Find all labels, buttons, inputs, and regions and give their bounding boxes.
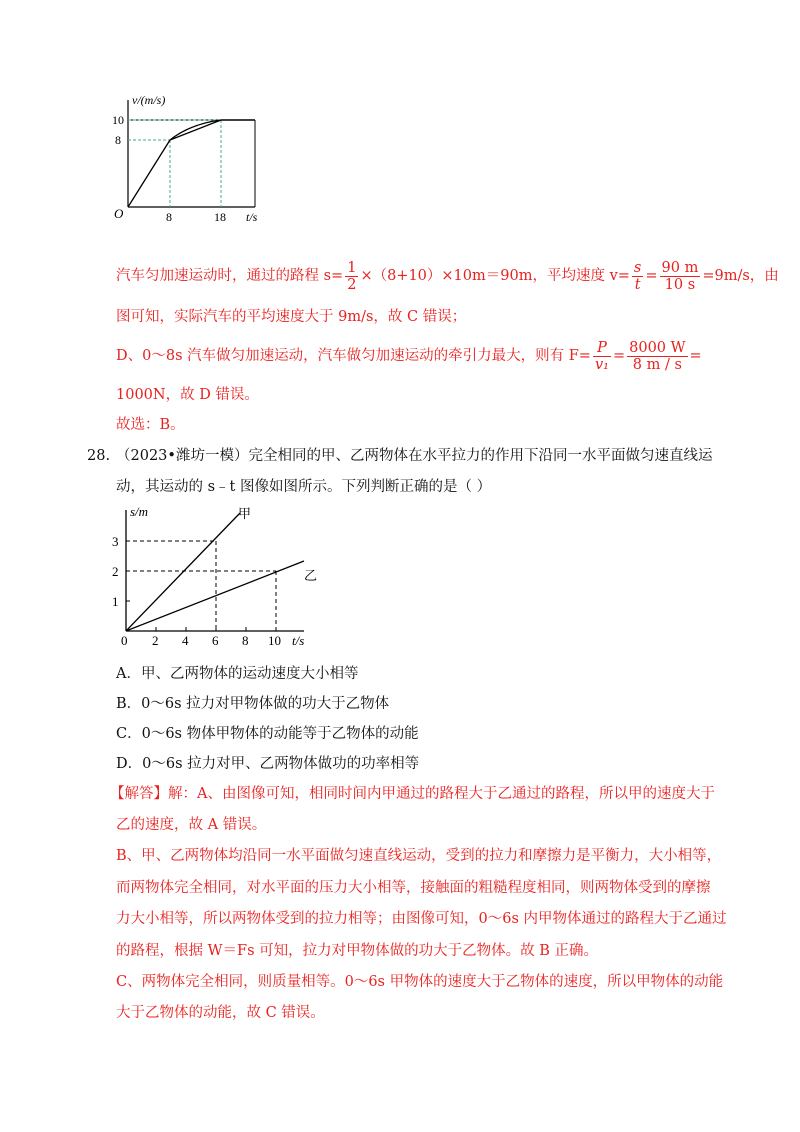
graph2-xtick-8: 8 bbox=[242, 633, 249, 648]
option-c: C．0～6s 物体甲物体的动能等于乙物体的动能 bbox=[116, 726, 419, 742]
graph1-xtick-18: 18 bbox=[214, 210, 226, 224]
fraction-8000w-over-8ms: $\frac{8000 W}{8 m / s}$ bbox=[629, 339, 686, 373]
distance-time-graph bbox=[108, 500, 318, 650]
graph1-xlabel: t/s bbox=[246, 210, 258, 224]
answer-line2: 乙的速度，故 A 错误。 bbox=[116, 817, 267, 833]
graph2-ytick-2: 2 bbox=[112, 564, 119, 579]
sol27-line4: 1000N，故 D 错误。 bbox=[116, 387, 259, 403]
option-a: A．甲、乙两物体的运动速度大小相等 bbox=[116, 666, 359, 682]
graph1-ytick-10: 10 bbox=[112, 113, 124, 127]
graph1-ytick-8: 8 bbox=[115, 133, 121, 147]
answer-line4: 而两物体完全相同，对水平面的压力大小相等，接触面的粗糙程度相同，则两物体受到的摩擦 bbox=[116, 880, 711, 896]
question-number: 28. bbox=[87, 448, 111, 464]
graph2-xtick-0: 0 bbox=[121, 633, 128, 648]
fraction-half: $\frac{1}{2}$ bbox=[347, 259, 357, 293]
graph2-series-jia: 甲 bbox=[238, 507, 252, 522]
graph2-ytick-3: 3 bbox=[112, 534, 119, 549]
sol27-line2: 图可知，实际汽车的平均速度大于 9m/s，故 C 错误； bbox=[116, 309, 467, 325]
option-b: B．0～6s 拉力对甲物体做的功大于乙物体 bbox=[116, 696, 390, 712]
sol27-line5: 故选：B。 bbox=[116, 417, 185, 433]
graph2-xtick-6: 6 bbox=[212, 633, 219, 648]
graph1-origin: O bbox=[114, 206, 124, 221]
graph2-ylabel: s/m bbox=[130, 504, 149, 519]
series-jia-line bbox=[126, 513, 240, 631]
series-yi-line bbox=[126, 561, 304, 631]
question-line1: （2023•潍坊一模）完全相同的甲、乙两物体在水平拉力的作用下沿同一水平面做匀速直线运 bbox=[116, 448, 713, 464]
fraction-90-over-10: $\frac{90 m}{10 s}$ bbox=[661, 259, 699, 293]
sol27-line3: D、0～8s 汽车做匀加速运动，汽车做匀加速运动的牵引力最大，则有 F= $\frac{P}{\text{v₁}}$ = $\frac{8000 W}{8 m / s}$ = bbox=[116, 339, 702, 373]
fraction-s-over-t: $\frac{s}{t}$ bbox=[633, 259, 642, 293]
answer-line8: 大于乙物体的动能，故 C 错误。 bbox=[116, 1005, 325, 1021]
answer-line3: B、甲、乙两物体均沿同一水平面做匀速直线运动，受到的拉力和摩擦力是平衡力，大小相等， bbox=[116, 848, 722, 864]
velocity-time-graph bbox=[110, 92, 270, 224]
question-line2: 动，其运动的 s﹣t 图像如图所示。下列判断正确的是（ ） bbox=[116, 479, 492, 495]
option-d: D．0～6s 拉力对甲、乙两物体做功的功率相等 bbox=[116, 756, 420, 772]
answer-line1: 【解答】解：A、由图像可知，相同时间内甲通过的路程大于乙通过的路程，所以甲的速度大于 bbox=[110, 786, 715, 802]
graph2-ytick-1: 1 bbox=[112, 594, 119, 609]
answer-line7: C、两物体完全相同，则质量相等。0～6s 甲物体的速度大于乙物体的速度，所以甲物体的动能 bbox=[116, 974, 724, 990]
straight-line bbox=[170, 120, 221, 140]
answer-line5: 力大小相等，所以两物体受到的拉力相等；由图像可知，0～6s 内甲物体通过的路程大于乙通过 bbox=[116, 911, 727, 927]
answer-line6: 的路程，根据 W＝Fs 可知，拉力对甲物体做的功大于乙物体。故 B 正确。 bbox=[116, 943, 598, 959]
graph1-ylabel: v/(m/s) bbox=[132, 93, 166, 107]
graph1-xtick-8: 8 bbox=[166, 210, 172, 224]
fraction-p-over-v1: $\frac{P}{\text{v₁}}$ bbox=[594, 339, 609, 373]
graph2-xtick-4: 4 bbox=[182, 633, 189, 648]
graph2-xtick-10: 10 bbox=[268, 633, 281, 648]
graph2-xtick-2: 2 bbox=[152, 633, 159, 648]
graph2-xlabel: t/s bbox=[292, 633, 305, 648]
accel-line bbox=[128, 140, 170, 207]
graph2-series-yi: 乙 bbox=[304, 569, 318, 584]
sol27-line1: 汽车匀加速运动时，通过的路程 s= $\frac{1}{2}$ ×（8+10）×10m＝90m，平均速度 v= $\frac{s}{t}$ = $\frac{90 m}{10 s}$ =9m/s，由 bbox=[116, 259, 779, 293]
